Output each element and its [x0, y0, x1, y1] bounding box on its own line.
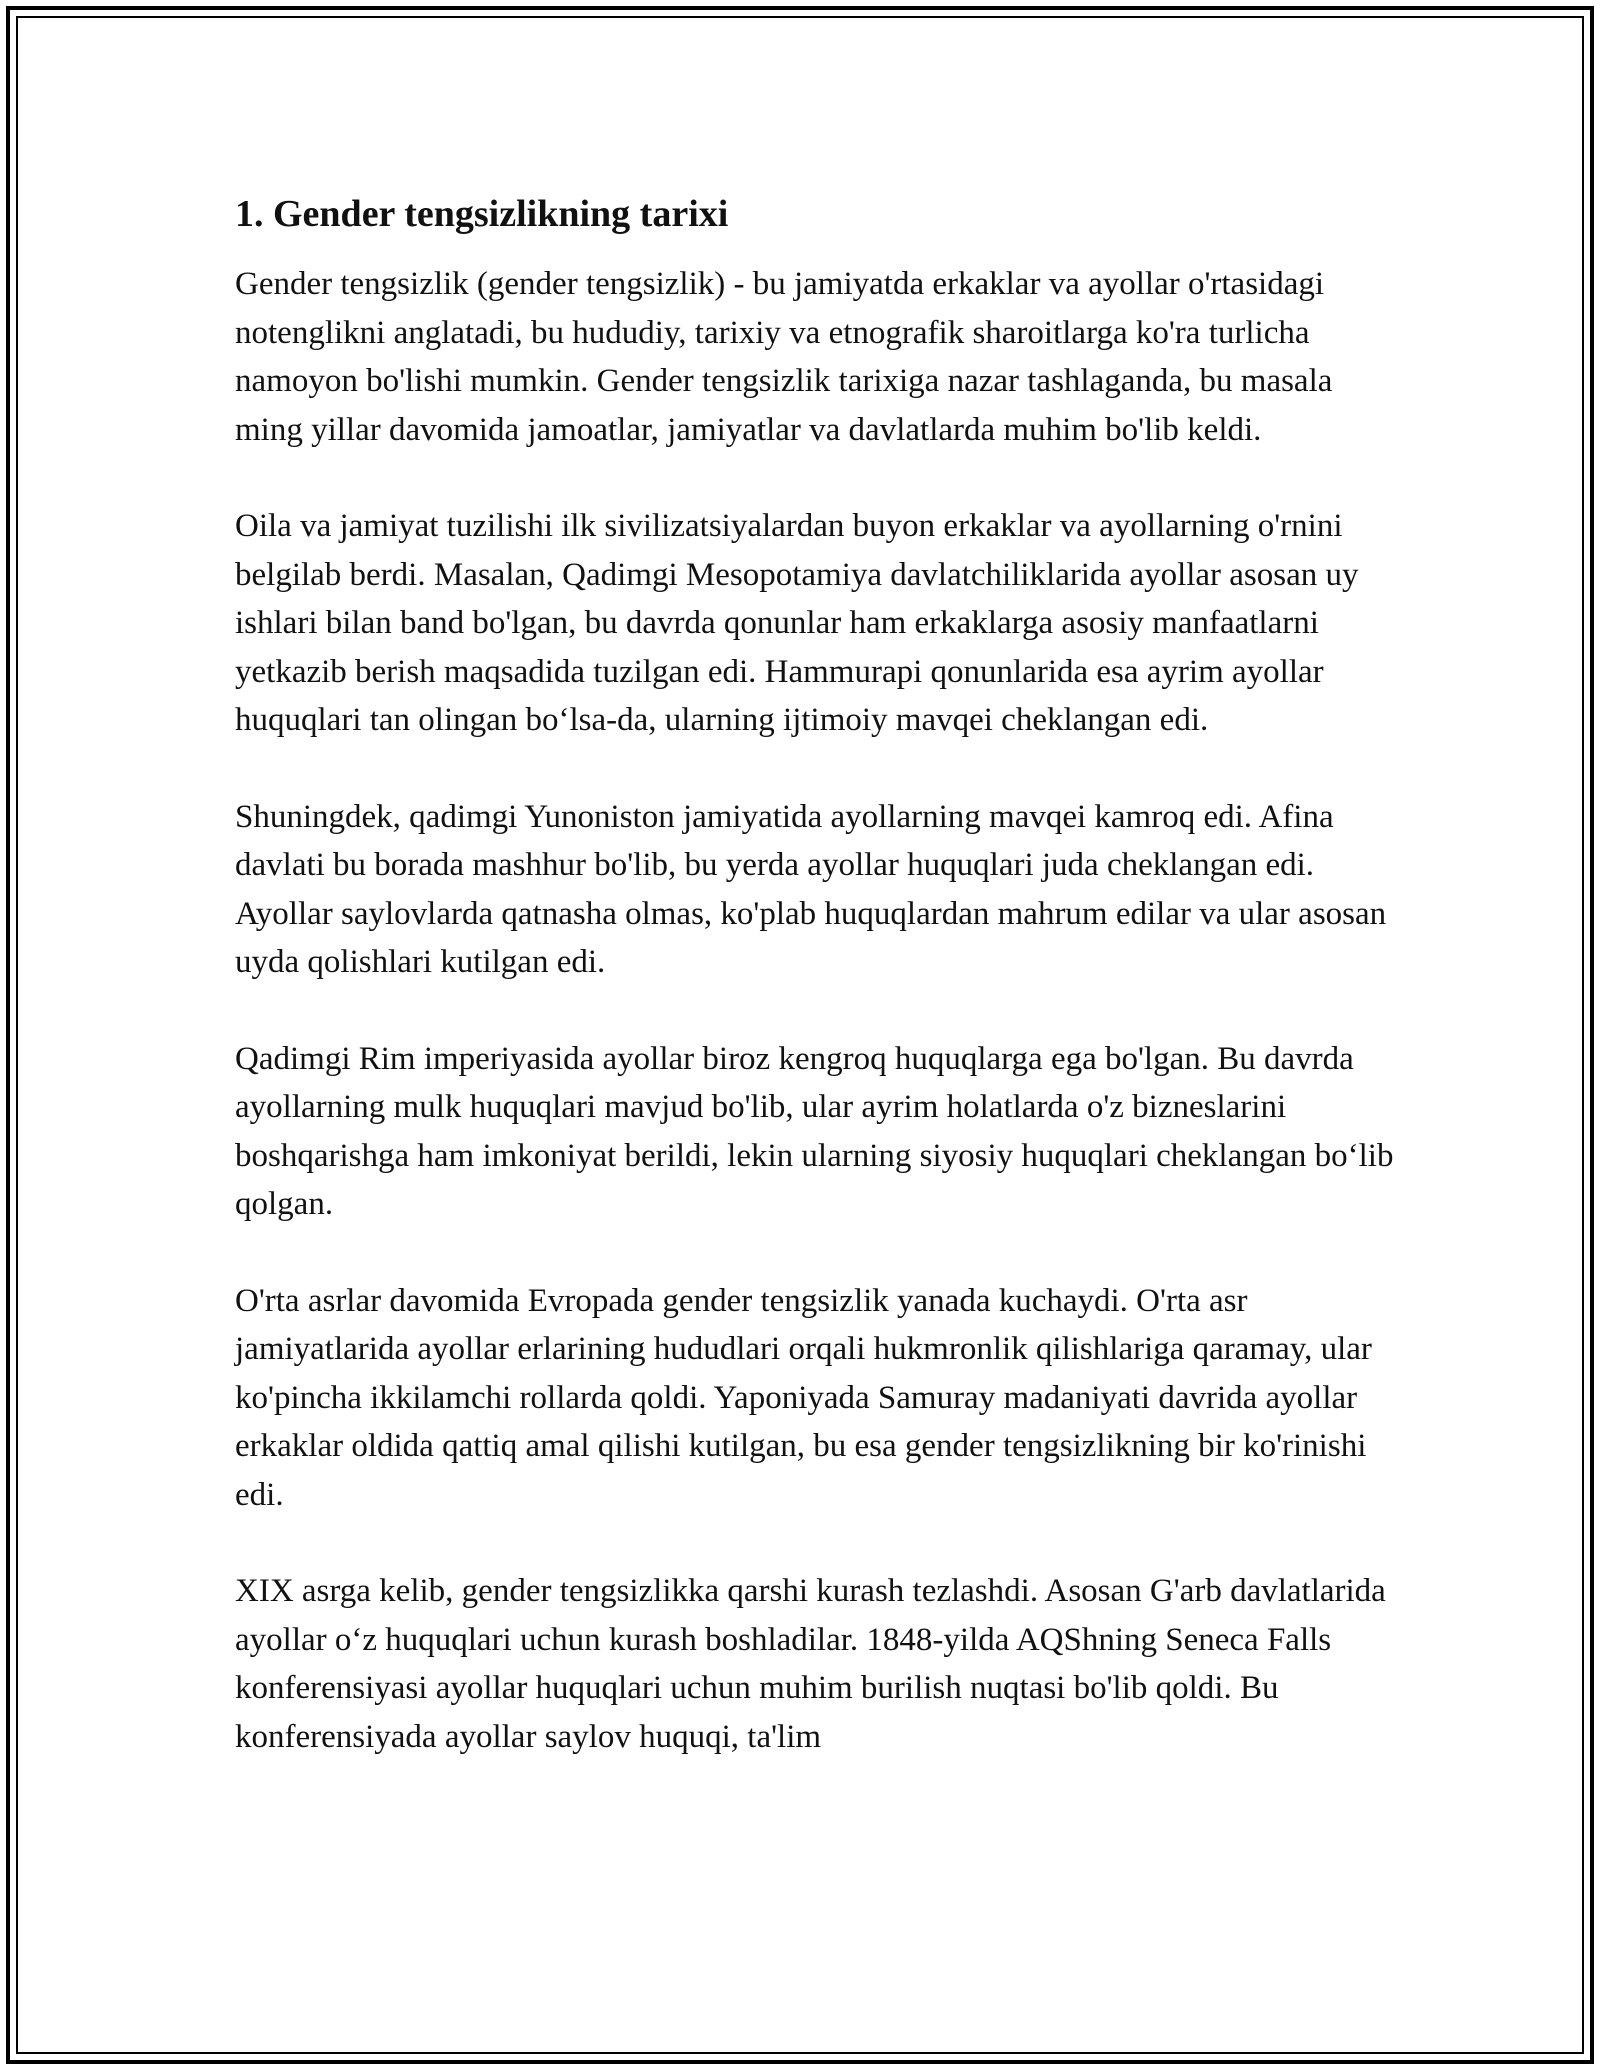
- paragraph-ancient-rome: Qadimgi Rim imperiyasida ayollar biroz kengroq huquqlarga ega bo'lgan. Bu davrda ayollarning mulk huquqlari mavjud bo'lib, ular ayrim holatlarda o'z bizneslarini boshqarishga ham imkoniyat berildi, lekin ularning siyosiy huquqlari cheklangan bo‘lib qolgan.: [235, 1040, 1394, 1222]
- paragraph-middle-ages: O'rta asrlar davomida Evropada gender tengsizlik yanada kuchaydi. O'rta asr jamiyatlarida ayollar erlarining hududlari orqali hukmronlik qilishlariga qaramay, ular ko'pincha ikkilamchi rollarda qoldi. Yaponiyada Samuray madaniyati davrida ayollar erkaklar oldida qattiq amal qilishi kutilgan, bu esa gender tengsizlikning bir ko'rinishi edi.: [235, 1282, 1372, 1513]
- section-heading: 1. Gender tengsizlikning tarixi: [235, 193, 729, 235]
- paragraph-early-civilizations: Oila va jamiyat tuzilishi ilk sivilizatsiyalardan buyon erkaklar va ayollarning o'rnini belgilab berdi. Masalan, Qadimgi Mesopotamiya davlatchiliklarida ayollar asosan uy ishlari bilan band bo'lgan, bu davrda qonunlar ham erkaklarga asosiy manfaatlarni yetkazib berish maqsadida tuzilgan edi. Hammurapi qonunlarida esa ayrim ayollar huquqlari tan olingan bo‘lsa-da, ularning ijtimoiy mavqei cheklangan edi.: [235, 508, 1359, 738]
- paragraph-ancient-greece: Shuningdek, qadimgi Yunoniston jamiyatida ayollarning mavqei kamroq edi. Afina davlati bu borada mashhur bo'lib, bu yerda ayollar huquqlari juda cheklangan edi. Ayollar saylovlarda qatnasha olmas, ko'plab huquqlardan mahrum edilar va ular asosan uyda qolishlari kutilgan edi.: [235, 798, 1387, 980]
- paragraph-definition: Gender tengsizlik (gender tengsizlik) - bu jamiyatda erkaklar va ayollar o'rtasidagi notenglikni anglatadi, bu hududiy, tarixiy va etnografik sharoitlarga ko'ra turlicha namoyon bo'lishi mumkin. Gender tengsizlik tarixiga nazar tashlaganda, bu masala ming yillar davomida jamoatlar, jamiyatlar va davlatlarda muhim bo'lib keldi.: [235, 266, 1333, 448]
- paragraph-nineteenth-century: XIX asrga kelib, gender tengsizlikka qarshi kurash tezlashdi. Asosan G'arb davlatlarida ayollar o‘z huquqlari uchun kurash boshladilar. 1848-yilda AQShning Seneca Falls konferensiyasi ayollar huquqlari uchun muhim burilish nuqtasi bo'lib qoldi. Bu konferensiyada ayollar saylov huquqi, ta'lim: [235, 1573, 1386, 1755]
- document-body: [235, 188, 1395, 1761]
